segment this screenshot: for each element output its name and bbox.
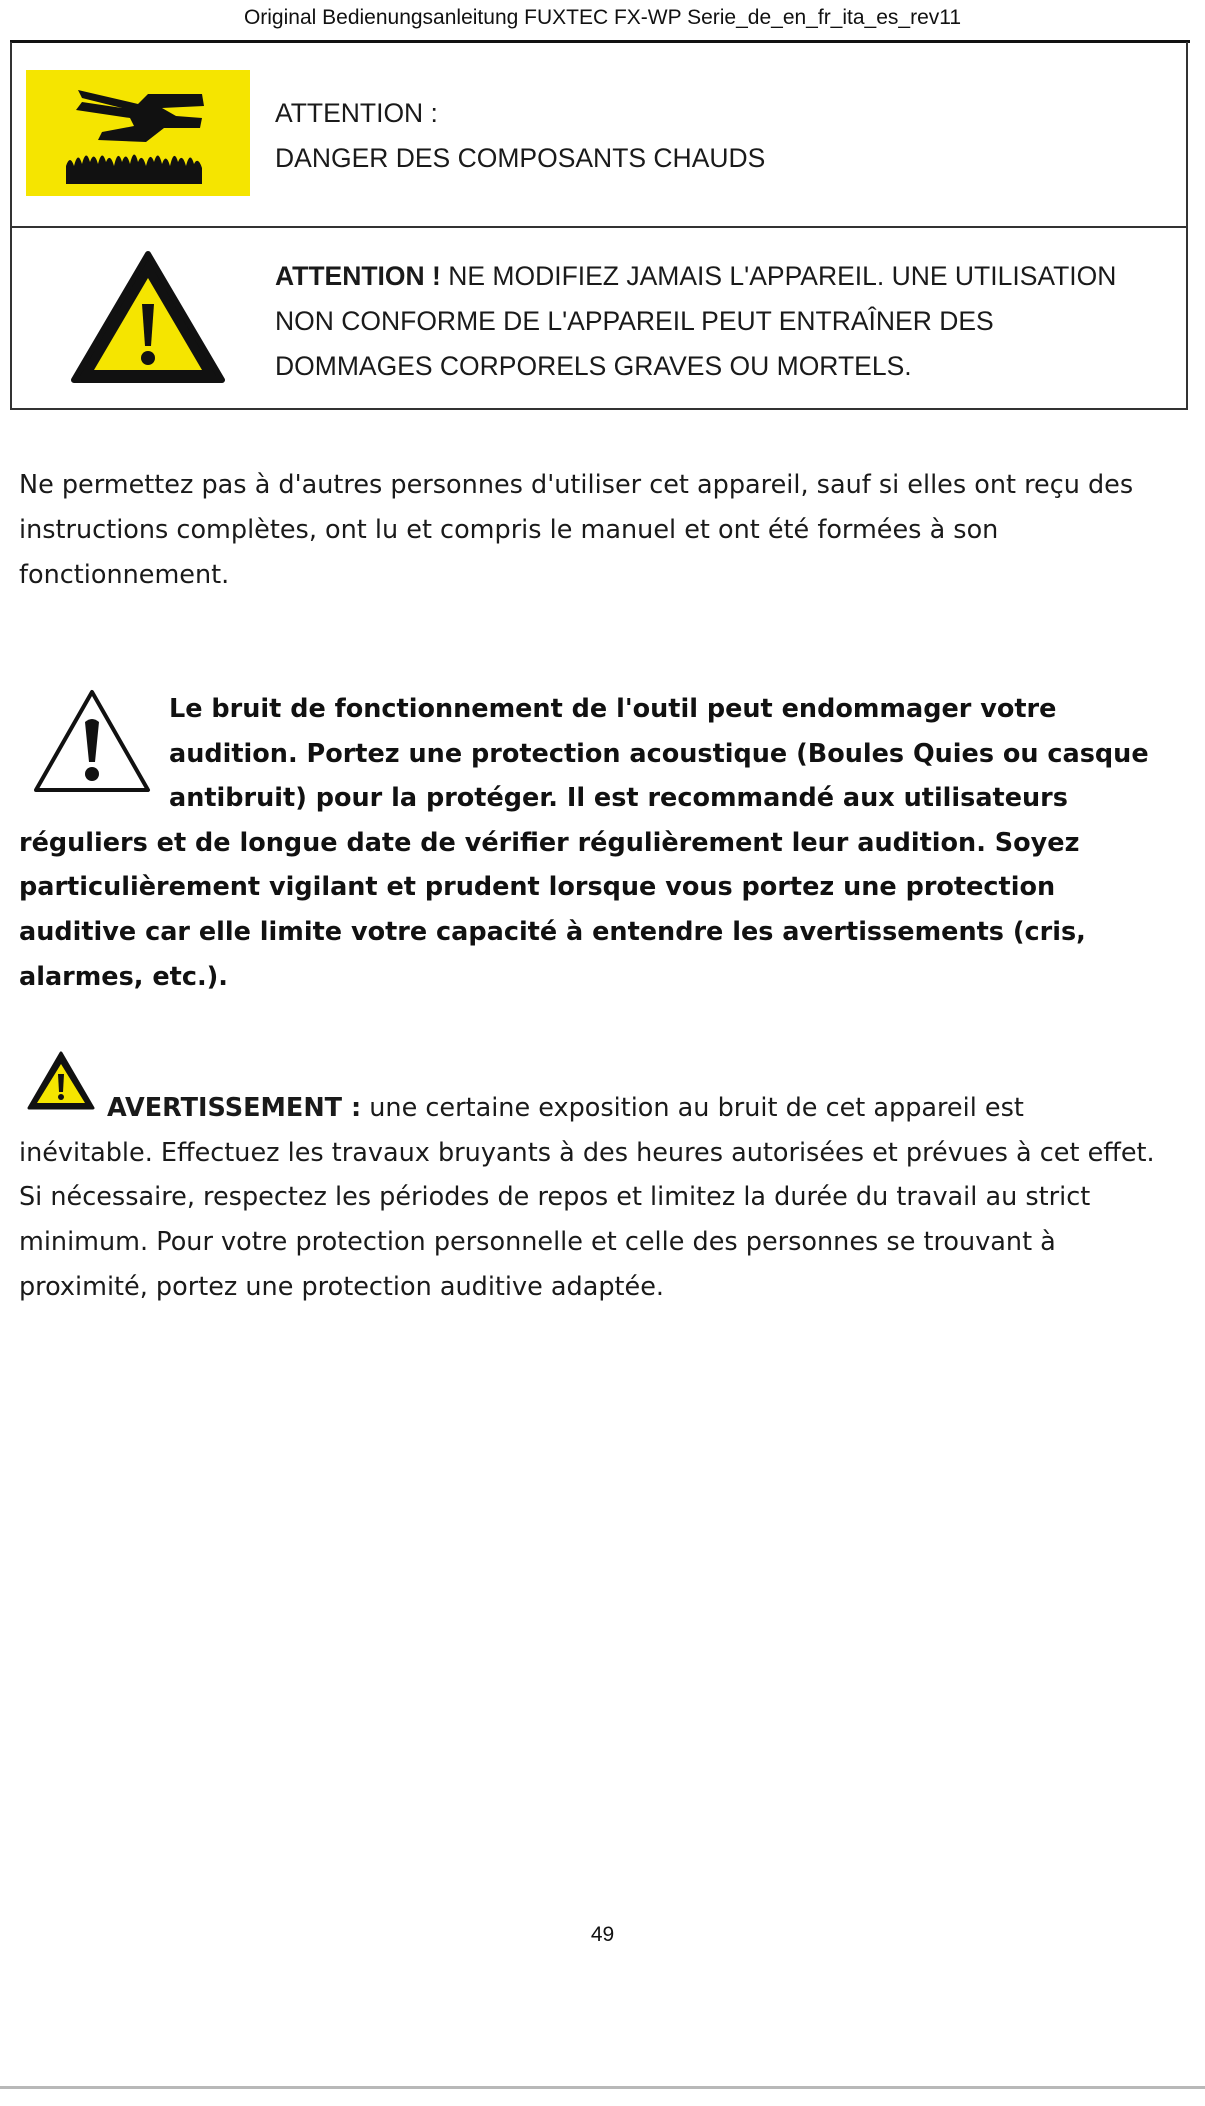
avertissement-line-5: proximité, portez une protection auditive adaptée. <box>19 1271 664 1302</box>
hot-components-text <box>275 91 765 181</box>
modification-lead: ATTENTION ! <box>275 261 441 291</box>
modification-line-2: NON CONFORME DE L'APPAREIL PEUT ENTRAÎNER DES <box>275 306 994 336</box>
noise-warning-block <box>19 687 1189 999</box>
warning-row-hot-components <box>12 42 1186 228</box>
paragraph1-line-2: instructions complètes, ont lu et compris le manuel et ont été formées à son <box>19 515 999 545</box>
hot-surface-icon <box>26 70 250 196</box>
page-bottom-edge <box>0 2086 1205 2089</box>
warning-triangle-icon <box>68 248 228 388</box>
avertissement-line-1 <box>19 1086 1189 1131</box>
hot-description: DANGER DES COMPOSANTS CHAUDS <box>275 143 766 173</box>
noise-line-3: antibruit) pour la protéger. Il est recommandé aux utilisateurs <box>169 783 1068 814</box>
avertissement-line-3: Si nécessaire, respectez les périodes de repos et limitez la durée du travail au strict <box>19 1182 1091 1213</box>
modification-line-1: NE MODIFIEZ JAMAIS L'APPAREIL. UNE UTILISATION <box>440 261 1117 291</box>
paragraph1-line-1: Ne permettez pas à d'autres personnes d'utiliser cet appareil, sauf si elles ont reçu des <box>19 470 1134 500</box>
document-header: Original Bedienungsanleitung FUXTEC FX-WP Serie_de_en_fr_ita_es_rev11 <box>243 6 962 29</box>
avertissement-line-4: minimum. Pour votre protection personnelle et celle des personnes se trouvant à <box>19 1227 1056 1258</box>
paragraph1-line-3: fonctionnement. <box>19 560 230 590</box>
noise-line-1: Le bruit de fonctionnement de l'outil peut endommager votre <box>169 694 1057 724</box>
hot-title: ATTENTION : <box>275 98 438 128</box>
modification-line-3: DOMMAGES CORPORELS GRAVES OU MORTELS. <box>275 351 912 381</box>
avertissement-line-1-text: une certaine exposition au bruit de cet appareil est <box>361 1093 1024 1123</box>
avertissement-line-2: inévitable. Effectuez les travaux bruyants à des heures autorisées et prévues à cet effet. <box>19 1137 1155 1168</box>
paragraph-other-persons <box>19 463 1189 598</box>
avertissement-lead: AVERTISSEMENT : <box>107 1093 362 1123</box>
noise-line-5: particulièrement vigilant et prudent lorsque vous portez une protection <box>19 872 1056 903</box>
avertissement-block <box>19 1086 1189 1310</box>
modification-warning-text <box>275 254 1175 389</box>
warning-row-modification <box>12 228 1186 408</box>
noise-line-6: auditive car elle limite votre capacité à entendre les avertissements (cris, <box>19 916 1086 947</box>
noise-line-7: alarmes, etc.). <box>19 961 228 992</box>
noise-line-4: réguliers et de longue date de vérifier régulièrement leur audition. Soyez <box>19 827 1080 858</box>
warnings-table <box>10 42 1188 410</box>
noise-line-2: audition. Portez une protection acoustique (Boules Quies ou casque <box>169 738 1149 769</box>
page-number: 49 <box>590 1923 615 1946</box>
